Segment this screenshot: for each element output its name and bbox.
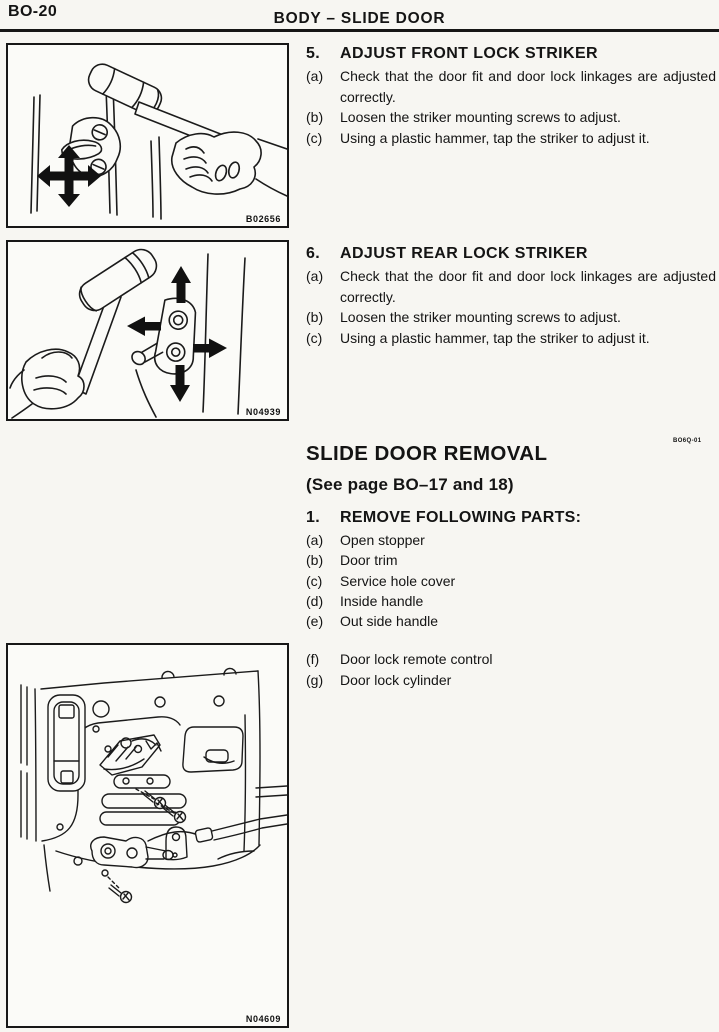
part-text: Door lock cylinder bbox=[340, 671, 452, 688]
step-text: Check that the door fit and door lock linkages are adjusted correctly. bbox=[340, 268, 716, 305]
step-item bbox=[306, 328, 716, 349]
section-adjust-front-lock-striker bbox=[306, 44, 716, 148]
section-slide-door-removal bbox=[306, 441, 716, 690]
part-label: (e) bbox=[306, 613, 324, 630]
part-label: (a) bbox=[306, 532, 324, 548]
figure-front-lock-striker bbox=[6, 43, 289, 228]
section-heading bbox=[306, 44, 716, 64]
figure-code: B02656 bbox=[245, 214, 281, 224]
figure-code: N04609 bbox=[245, 1014, 281, 1024]
part-item bbox=[306, 571, 716, 591]
step-label: (b) bbox=[306, 309, 324, 326]
step-title: REMOVE FOLLOWING PARTS: bbox=[340, 509, 582, 526]
parts-list bbox=[306, 530, 716, 631]
step-label: (a) bbox=[306, 268, 324, 284]
section-heading bbox=[306, 244, 716, 264]
step-text: Check that the door fit and door lock linkages are adjusted correctly. bbox=[340, 68, 716, 105]
hammer-rear-striker-illustration bbox=[8, 242, 287, 419]
section-number: 6. bbox=[306, 245, 321, 262]
part-item bbox=[306, 550, 716, 570]
step-label: (a) bbox=[306, 68, 324, 84]
step-item bbox=[306, 128, 716, 149]
figure-slide-door-components bbox=[6, 643, 289, 1028]
part-text: Door lock remote control bbox=[340, 651, 493, 668]
part-text: Open stopper bbox=[340, 532, 425, 548]
step-label: (b) bbox=[306, 109, 324, 126]
part-label: (f) bbox=[306, 651, 320, 668]
figure-rear-lock-striker bbox=[6, 240, 289, 421]
removal-title: SLIDE DOOR REMOVAL bbox=[306, 442, 548, 465]
parts-list-continued bbox=[306, 649, 716, 690]
part-item bbox=[306, 591, 716, 611]
page-number: BO-20 bbox=[8, 3, 58, 20]
part-item bbox=[306, 611, 716, 631]
part-text: Out side handle bbox=[340, 613, 439, 630]
part-text: Inside handle bbox=[340, 592, 424, 609]
removal-subtitle: (See page BO–17 and 18) bbox=[306, 475, 514, 494]
hammer-striker-illustration bbox=[8, 45, 287, 226]
page-header-title: BODY – SLIDE DOOR bbox=[273, 10, 446, 27]
step-text: Loosen the striker mounting screws to adjust. bbox=[340, 109, 621, 126]
step-item bbox=[306, 266, 716, 307]
figure-code: N04939 bbox=[245, 407, 281, 417]
section-title: ADJUST REAR LOCK STRIKER bbox=[340, 245, 588, 262]
step-label: (c) bbox=[306, 129, 323, 146]
part-item bbox=[306, 530, 716, 550]
step-number: 1. bbox=[306, 509, 320, 526]
removal-step-heading bbox=[306, 508, 716, 528]
section-number: 5. bbox=[306, 45, 321, 62]
header-rule bbox=[0, 29, 719, 32]
step-item bbox=[306, 66, 716, 107]
step-text: Using a plastic hammer, tap the striker to adjust it. bbox=[340, 129, 650, 146]
part-text: Door trim bbox=[340, 552, 398, 569]
step-label: (c) bbox=[306, 329, 323, 346]
step-text: Using a plastic hammer, tap the striker to adjust it. bbox=[340, 329, 650, 346]
part-label: (d) bbox=[306, 592, 324, 609]
section-adjust-rear-lock-striker bbox=[306, 244, 716, 348]
step-text: Loosen the striker mounting screws to adjust. bbox=[340, 309, 621, 326]
part-item bbox=[306, 649, 716, 669]
step-item bbox=[306, 107, 716, 128]
catalog-code: BO6Q-01 bbox=[673, 438, 702, 444]
section-title: ADJUST FRONT LOCK STRIKER bbox=[340, 45, 598, 62]
step-item bbox=[306, 307, 716, 328]
part-item bbox=[306, 670, 716, 690]
part-text: Service hole cover bbox=[340, 572, 456, 589]
part-label: (c) bbox=[306, 572, 323, 589]
part-label: (b) bbox=[306, 552, 324, 569]
door-panel-illustration bbox=[8, 645, 287, 1026]
part-label: (g) bbox=[306, 671, 324, 688]
